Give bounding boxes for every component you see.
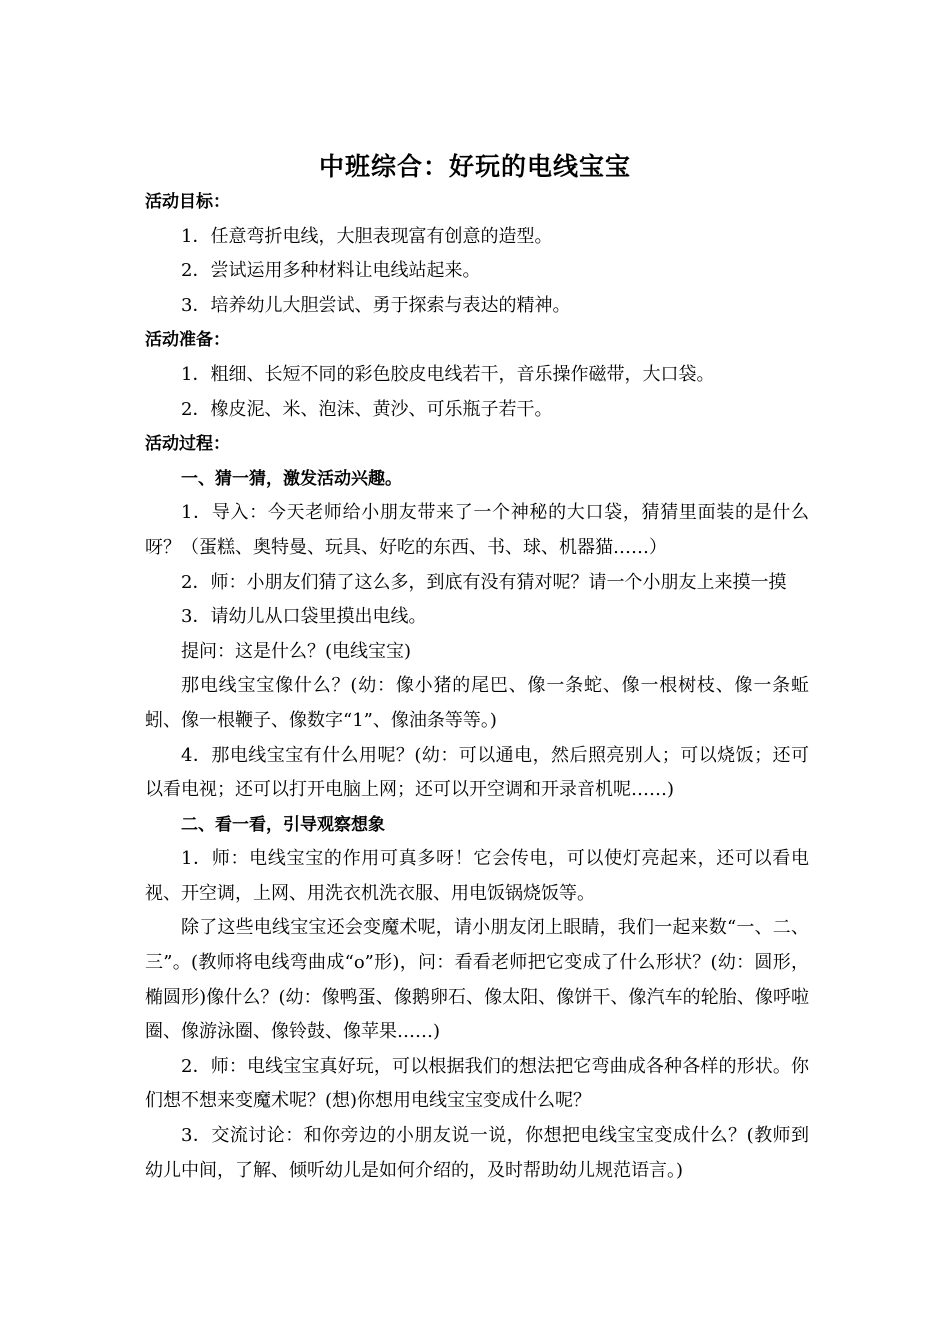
process-paragraph: 1．师：电线宝宝的作用可真多呀！它会传电，可以使灯亮起来，还可以看电视、开空调，上网、用洗衣机洗衣服、用电饭锅烧饭等。	[145, 848, 809, 904]
prep-item: 2．橡皮泥、米、泡沫、黄沙、可乐瓶子若干。	[181, 398, 553, 420]
process-part1-heading: 一、猜一猜，激发活动兴趣。	[181, 468, 402, 489]
goal-item: 3．培养幼儿大胆尝试、勇于探索与表达的精神。	[181, 294, 571, 316]
process-paragraph: 3．交流讨论：和你旁边的小朋友说一说，你想把电线宝宝变成什么？(教师到幼儿中间，了解、倾听幼儿是如何介绍的，及时帮助幼儿规范语言。)	[145, 1125, 809, 1181]
section-heading-process: 活动过程：	[145, 434, 230, 455]
section-heading-goals: 活动目标：	[145, 192, 230, 212]
process-paragraph: 提问：这是什么？(电线宝宝)	[181, 640, 412, 662]
process-paragraph: 1．导入：今天老师给小朋友带来了一个神秘的大口袋，猜猜里面装的是什么呀？（蛋糕、奥特曼、玩具、好吃的东西、书、球、机器猫……）	[145, 502, 809, 558]
process-paragraph: 2．师：小朋友们猜了这么多，到底有没有猜对呢？请一个小朋友上来摸一摸	[181, 571, 787, 593]
process-paragraph: 4．那电线宝宝有什么用呢？(幼：可以通电，然后照亮别人；可以烧饭；还可以看电视；还可以打开电脑上网；还可以开空调和开录音机呢……)	[145, 744, 809, 801]
process-paragraph: 除了这些电线宝宝还会变魔术呢，请小朋友闭上眼睛，我们一起来数“一、二、三”。(教师将电线弯曲成“o”形)，问：看看老师把它变成了什么形状？(幼：圆形，椭圆形)像什么？(幼：像鸭蛋、像鹅卵石、像太阳、像饼干、像汽车的轮胎、像呼啦圈、像游泳圈、像铃鼓、像苹果……)	[145, 917, 809, 1043]
process-part2-heading: 二、看一看，引导观察想象	[181, 814, 385, 835]
process-paragraph: 2．师：电线宝宝真好玩，可以根据我们的想法把它弯曲成各种各样的形状。你们想不想来变魔术呢？(想)你想用电线宝宝变成什么呢？	[145, 1055, 809, 1112]
goal-item: 2．尝试运用多种材料让电线站起来。	[181, 260, 481, 282]
process-paragraph: 那电线宝宝像什么？(幼：像小猪的尾巴、像一条蛇、像一根树枝、像一条蚯蚓、像一根鞭子、像数字“1”、像油条等等。)	[145, 675, 809, 731]
section-heading-prep: 活动准备：	[145, 330, 230, 351]
goal-item: 1．任意弯折电线，大胆表现富有创意的造型。	[181, 225, 553, 247]
document-body	[145, 185, 809, 1188]
process-paragraph: 3．请幼儿从口袋里摸出电线。	[181, 606, 427, 628]
prep-item: 1．粗细、长短不同的彩色胶皮电线若干，音乐操作磁带，大口袋。	[181, 363, 715, 385]
document-title: 中班综合：好玩的电线宝宝	[318, 151, 631, 181]
